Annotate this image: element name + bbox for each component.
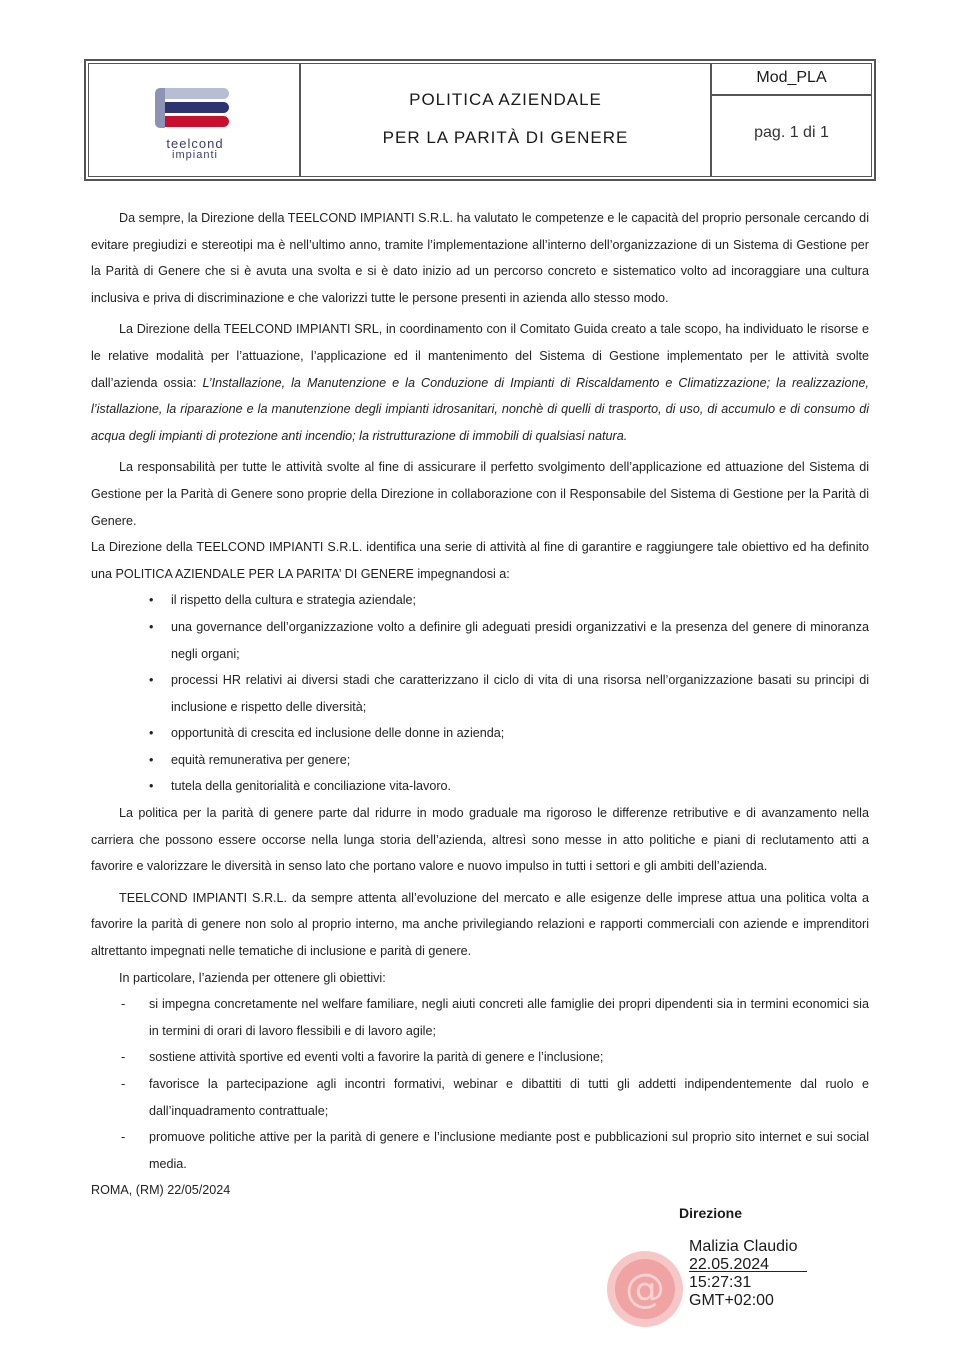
- paragraph-pay-gap: La politica per la parità di genere parte dal ridurre in modo graduale ma rigoroso le differenze retributive e di avanzamento nella carriera che possono essere occorse nella lunga storia dell’azienda, altresì sono messe in atto politiche e piani di reclutamento atti a favorire e valorizzare le diversità in senso lato che portano valore e nuovo impulso in tutti i settori e gli ambiti dell’azienda.: [91, 806, 869, 874]
- signer-name: Malizia Claudio: [689, 1238, 798, 1255]
- paragraph-scope-text: La Direzione della TEELCOND IMPIANTI SRL, in coordinamento con il Comitato Guida creato a tale scopo, ha individuato le risorse e le relative modalità per l’attuazione, l’applicazione ed il mantenimento del Sistema di Gestione implementato per le attività svolte dall’azienda ossia:: [91, 322, 869, 390]
- logo-text-line2: impianti: [172, 149, 218, 161]
- signature-date: 22.05.2024: [689, 1256, 770, 1273]
- paragraph-objectives-intro: In particolare, l’azienda per ottenere gli obiettivi:: [119, 970, 386, 985]
- company-logo: [155, 84, 235, 164]
- list-item: • una governance dell’organizzazione volto a definire gli adeguati presidi organizzativi e la presenza del genere di minoranza negli organi;: [171, 614, 869, 667]
- objectives-list: [91, 991, 869, 1177]
- signature-line: [689, 1271, 807, 1272]
- paragraph-scope: [91, 316, 869, 449]
- place-date: ROMA, (RM) 22/05/2024: [91, 1183, 231, 1198]
- meta-cell: [712, 64, 871, 176]
- document-body: [91, 205, 869, 1209]
- list-item: • equità remunerativa per genere;: [171, 747, 869, 774]
- title-cell: [301, 64, 712, 176]
- paragraph-market: TEELCOND IMPIANTI S.R.L. da sempre attenta all’evoluzione del mercato e alle esigenze delle imprese attua una politica volta a favorire la parità di genere non solo al proprio interno, ma anche privilegiando relazioni e rapporti commerciali con aziende e imprenditori altrettanto impegnati nelle tematiche di inclusione e parità di genere.: [91, 890, 869, 959]
- list-item: • il rispetto della cultura e strategia aziendale;: [171, 587, 869, 614]
- digital-signature-stamp-icon: [604, 1248, 686, 1330]
- list-item: • opportunità di crescita ed inclusione delle donne in azienda;: [171, 720, 869, 747]
- signature-heading: Direzione: [679, 1205, 743, 1221]
- page-number: pag. 1 di 1: [754, 124, 829, 141]
- list-item: - si impegna concretamente nel welfare familiare, negli aiuti concreti alle famiglie dei propri dipendenti sia in termini economici sia in termini di orari di lavoro flessibili e di lavoro agile;: [149, 991, 869, 1044]
- document-code: Mod_PLA: [712, 64, 871, 96]
- logo-text-line1: teelcond: [166, 136, 224, 151]
- list-item: - favorisce la partecipazione agli incontri formativi, webinar e dibattiti di tutti gli addetti indipendentemente dal ruolo e dall’inquadramento contrattuale;: [149, 1071, 869, 1124]
- paragraph-responsibility: La responsabilità per tutte le attività svolte al fine di assicurare il perfetto svolgimento dell’applicazione ed attuazione del Sistema di Gestione per la Parità di Genere sono proprie della Direzione in collaborazione con il Responsabile del Sistema di Gestione per la Parità di Genere.: [91, 460, 869, 528]
- svg-text:@: @: [625, 1266, 665, 1312]
- paragraph-policy: La Direzione della TEELCOND IMPIANTI S.R.L. identifica una serie di attività al fine di garantire e raggiungere tale obiettivo ed ha definito una POLITICA AZIENDALE PER LA PARITA’ DI GENERE impegnandosi a:: [91, 540, 869, 581]
- commitments-list: [91, 587, 869, 800]
- list-item: • processi HR relativi ai diversi stadi che caratterizzano il ciclo di vita di una risorsa nell’organizzazione basati su principi di inclusione e rispetto delle diversità;: [171, 667, 869, 720]
- paragraph-intro: Da sempre, la Direzione della TEELCOND IMPIANTI S.R.L. ha valutato le competenze e le capacità del proprio personale cercando di evitare pregiudizi e stereotipi ma è nell’ultimo anno, tramite l’implementazione all’interno dell’organizzazione di un Sistema di Gestione per la Parità di Genere che si è avuta una svolta e si è dato inizio ad un percorso concreto e sistematico volto ad incoraggiare una cultura inclusiva e priva di discriminazione e che valorizzi tutte le persone presenti in azienda allo stesso modo.: [91, 211, 869, 305]
- document-title-line2: PER LA PARITÀ DI GENERE: [382, 128, 629, 147]
- signature-timezone: GMT+02:00: [689, 1292, 774, 1309]
- logo-cell: [89, 64, 301, 176]
- paragraph-scope-activities: L’Installazione, la Manutenzione e la Conduzione di Impianti di Riscaldamento e Climatizzazione; la realizzazione, l’istallazione, la riparazione e la manutenzione degli impianti idrosanitari, nonchè di quelli di trasporto, di uso, di accumulo e di consumo di acqua degli impianti di protezione anti incendio; la ristrutturazione di immobili di qualsiasi natura.: [91, 375, 869, 443]
- list-item: - promuove politiche attive per la parità di genere e l’inclusione mediante post e pubblicazioni sul proprio sito internet e sui social media.: [149, 1124, 869, 1177]
- signature-time: 15:27:31: [689, 1274, 752, 1291]
- list-item: • tutela della genitorialità e conciliazione vita-lavoro.: [171, 773, 869, 800]
- document-header: [84, 59, 876, 181]
- document-title-line1: POLITICA AZIENDALE: [409, 90, 602, 109]
- header-inner-frame: [88, 63, 872, 177]
- signature-block: [689, 1238, 809, 1310]
- list-item: - sostiene attività sportive ed eventi volti a favorire la parità di genere e l’inclusione;: [149, 1044, 869, 1071]
